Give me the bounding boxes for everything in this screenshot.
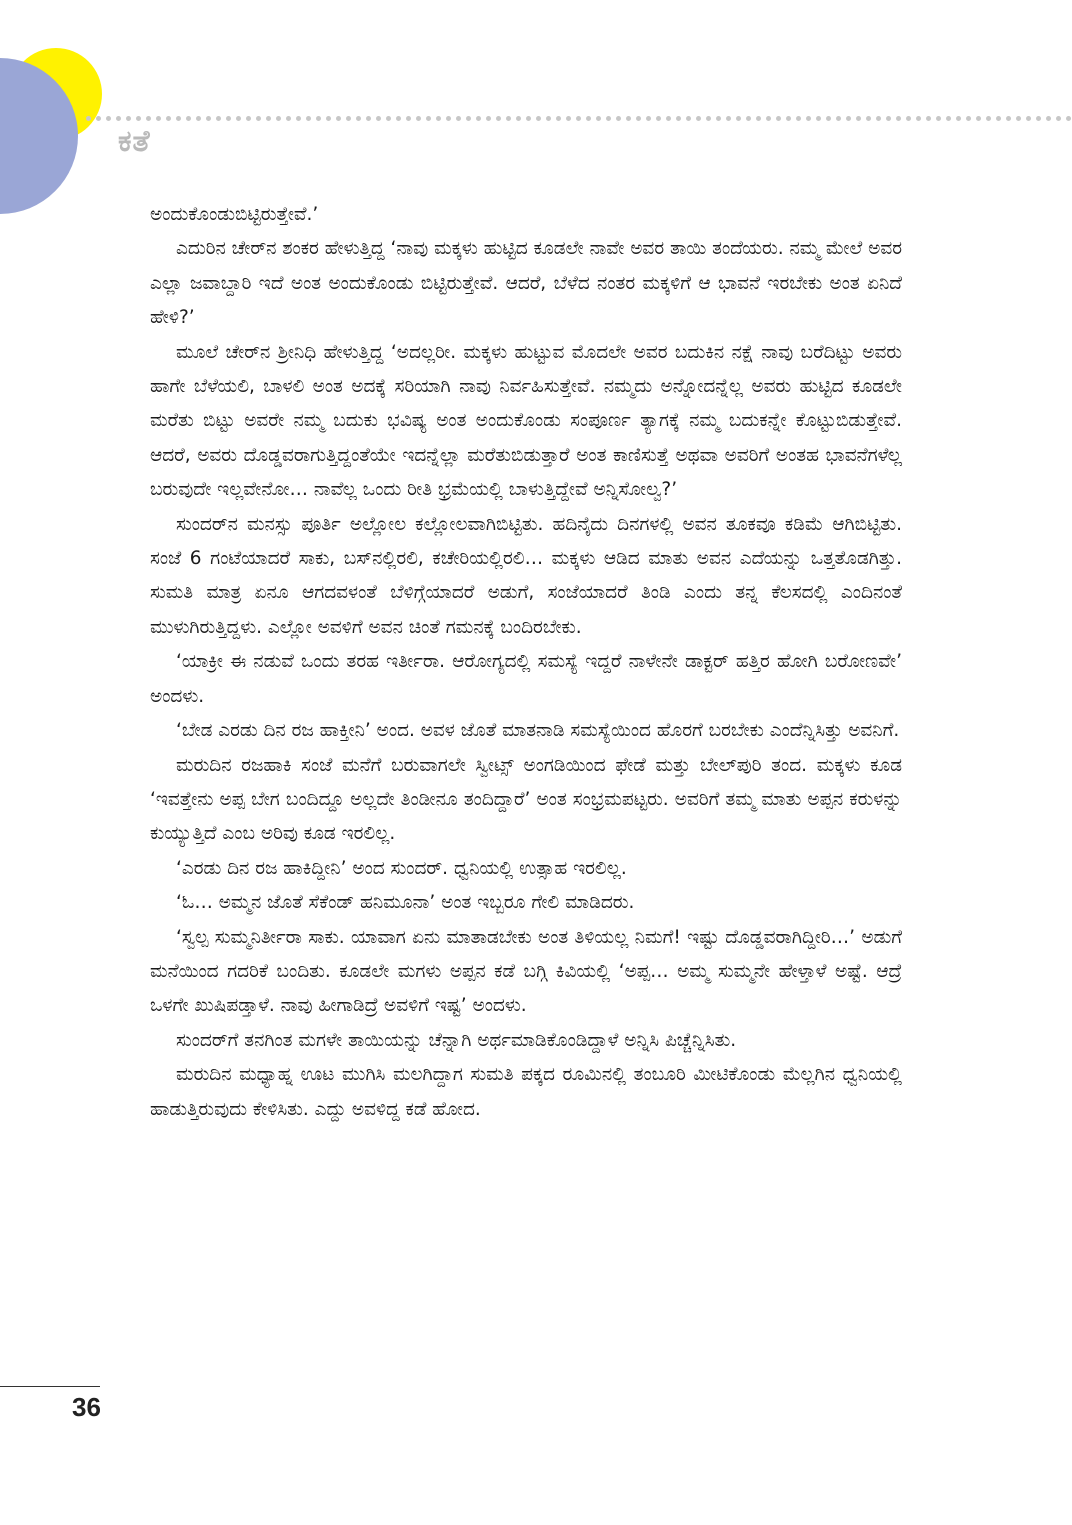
paragraph: ಮರುದಿನ ರಜಹಾಕಿ ಸಂಜೆ ಮನೆಗೆ ಬರುವಾಗಲೇ ಸ್ವೀಟ್ಸ್ ಅಂಗಡಿಯಿಂದ ಫೇಡೆ ಮತ್ತು ಬೇಲ್‌ಪುರಿ ತಂದ. ಮಕ್ಕಳು ಕೂಡ ‘ಇವತ್ತೇನು ಅಪ್ಪ ಬೇಗ ಬಂದಿದ್ದೂ ಅಲ್ಲದೇ ತಿಂಡೀನೂ ತಂದಿದ್ದಾರೆ’ ಅಂತ ಸಂಭ್ರಮಪಟ್ಟರು. ಅವರಿಗೆ ತಮ್ಮ ಮಾತು ಅಪ್ಪನ ಕರುಳನ್ನು ಕುಯ್ಯುತ್ತಿದೆ ಎಂಬ ಅರಿವು ಕೂಡ ಇರಲಿಲ್ಲ. — [150, 754, 902, 845]
paragraph: ‘ಎರಡು ದಿನ ರಜ ಹಾಕಿದ್ದೀನಿ’ ಅಂದ ಸುಂದರ್. ಧ್ವನಿಯಲ್ಲಿ ಉತ್ಸಾಹ ಇರಲಿಲ್ಲ. — [176, 857, 627, 879]
paragraph: ಮೂಲೆ ಚೇರ್‌ನ ಶ್ರೀನಿಧಿ ಹೇಳುತ್ತಿದ್ದ ‘ಅದಲ್ಲರೀ. ಮಕ್ಕಳು ಹುಟ್ಟುವ ಮೊದಲೇ ಅವರ ಬದುಕಿನ ನಕ್ಷೆ ನಾವು ಬರೆದಿಟ್ಟು ಅವರು ಹಾಗೇ ಬೆಳೆಯಲಿ, ಬಾಳಲಿ ಅಂತ ಅದಕ್ಕೆ ಸರಿಯಾಗಿ ನಾವು ನಿರ್ವಹಿಸುತ್ತೇವೆ. ನಮ್ಮದು ಅನ್ನೋದನ್ನೆಲ್ಲ ಅವರು ಹುಟ್ಟಿದ ಕೂಡಲೇ ಮರೆತು ಬಿಟ್ಟು ಅವರೇ ನಮ್ಮ ಬದುಕು ಭವಿಷ್ಯ ಅಂತ ಅಂದುಕೊಂಡು ಸಂಪೂರ್ಣ ತ್ಯಾಗಕ್ಕೆ ನಮ್ಮ ಬದುಕನ್ನೇ ಕೊಟ್ಟುಬಿಡುತ್ತೇವೆ. ಆದರೆ, ಅವರು ದೊಡ್ಡವರಾಗುತ್ತಿದ್ದಂತೆಯೇ ಇದನ್ನೆಲ್ಲಾ ಮರೆತುಬಿಡುತ್ತಾರೆ ಅಂತ ಕಾಣಿಸುತ್ತೆ ಅಥವಾ ಅವರಿಗೆ ಅಂತಹ ಭಾವನೆಗಳೆಲ್ಲ ಬರುವುದೇ ಇಲ್ಲವೇನೋ… ನಾವೆಲ್ಲ ಒಂದು ರೀತಿ ಭ್ರಮೆಯಲ್ಲಿ ಬಾಳುತ್ತಿದ್ದೇವೆ ಅನ್ನಿಸೋಲ್ವ?’ — [150, 341, 902, 501]
story-body — [150, 198, 902, 1127]
dotted-header-rule — [86, 116, 1072, 121]
page-number: 36 — [72, 1392, 101, 1422]
paragraph: ‘ಓ… ಅಮ್ಮನ ಜೊತೆ ಸೆಕೆಂಡ್ ಹನಿಮೂನಾ’ ಅಂತ ಇಬ್ಬರೂ ಗೇಲಿ ಮಾಡಿದರು. — [176, 892, 635, 914]
paragraph: ಅಂದುಕೊಂಡುಬಿಟ್ಟಿರುತ್ತೇವೆ.’ — [150, 204, 319, 225]
paragraph: ‘ಬೇಡ ಎರಡು ದಿನ ರಜ ಹಾಕ್ತೀನಿ’ ಅಂದ. ಅವಳ ಜೊತೆ ಮಾತನಾಡಿ ಸಮಸ್ಯೆಯಿಂದ ಹೊರಗೆ ಬರಬೇಕು ಎಂದೆನ್ನಿಸಿತ್ತು ಅವನಿಗೆ. — [176, 720, 900, 742]
paragraph: ‘ಯಾಕ್ರೀ ಈ ನಡುವೆ ಒಂದು ತರಹ ಇರ್ತೀರಾ. ಆರೋಗ್ಯದಲ್ಲಿ ಸಮಸ್ಯೆ ಇದ್ದರೆ ನಾಳೇನೇ ಡಾಕ್ಟರ್ ಹತ್ತಿರ ಹೋಗಿ ಬರೋಣವೇ’ ಅಂದಳು. — [150, 651, 902, 707]
paragraph: ಮರುದಿನ ಮಧ್ಯಾಹ್ನ ಊಟ ಮುಗಿಸಿ ಮಲಗಿದ್ದಾಗ ಸುಮತಿ ಪಕ್ಕದ ರೂಮಿನಲ್ಲಿ ತಂಬೂರಿ ಮೀಟಿಕೊಂಡು ಮೆಲ್ಲಗಿನ ಧ್ವನಿಯಲ್ಲಿ ಹಾಡುತ್ತಿರುವುದು ಕೇಳಿಸಿತು. ಎದ್ದು ಅವಳಿದ್ದ ಕಡೆ ಹೋದ. — [150, 1064, 902, 1120]
footer-rule — [0, 1386, 100, 1387]
paragraph: ಎದುರಿನ ಚೇರ್‌ನ ಶಂಕರ ಹೇಳುತ್ತಿದ್ದ ‘ನಾವು ಮಕ್ಕಳು ಹುಟ್ಟಿದ ಕೂಡಲೇ ನಾವೇ ಅವರ ತಾಯಿ ತಂದೆಯರು. ನಮ್ಮ ಮೇಲೆ ಅವರ ಎಲ್ಲಾ ಜವಾಬ್ದಾರಿ ಇದೆ ಅಂತ ಅಂದುಕೊಂಡು ಬಿಟ್ಟಿರುತ್ತೇವೆ. ಆದರೆ, ಬೆಳೆದ ನಂತರ ಮಕ್ಕಳಿಗೆ ಆ ಭಾವನೆ ಇರಬೇಕು ಅಂತ ಏನಿದೆ ಹೇಳಿ?’ — [150, 238, 902, 329]
paragraph: ಸುಂದರ್‌ಗೆ ತನಗಿಂತ ಮಗಳೇ ತಾಯಿಯನ್ನು ಚೆನ್ನಾಗಿ ಅರ್ಥಮಾಡಿಕೊಂಡಿದ್ದಾಳೆ ಅನ್ನಿಸಿ ಪಿಚ್ಚೆನ್ನಿಸಿತು. — [176, 1029, 737, 1051]
paragraph: ಸುಂದರ್‌ನ ಮನಸ್ಸು ಪೂರ್ತಿ ಅಲ್ಲೋಲ ಕಲ್ಲೋಲವಾಗಿಬಿಟ್ಟಿತು. ಹದಿನೈದು ದಿನಗಳಲ್ಲಿ ಅವನ ತೂಕವೂ ಕಡಿಮೆ ಆಗಿಬಿಟ್ಟಿತು. ಸಂಜೆ 6 ಗಂಟೆಯಾದರೆ ಸಾಕು, ಬಸ್‌ನಲ್ಲಿರಲಿ, ಕಚೇರಿಯಲ್ಲಿರಲಿ… ಮಕ್ಕಳು ಆಡಿದ ಮಾತು ಅವನ ಎದೆಯನ್ನು ಒತ್ತತೊಡಗಿತ್ತು. ಸುಮತಿ ಮಾತ್ರ ಏನೂ ಆಗದವಳಂತೆ ಬೆಳಿಗ್ಗೆಯಾದರೆ ಅಡುಗೆ, ಸಂಜೆಯಾದರೆ ತಿಂಡಿ ಎಂದು ತನ್ನ ಕೆಲಸದಲ್ಲಿ ಎಂದಿನಂತೆ ಮುಳುಗಿರುತ್ತಿದ್ದಳು. ಎಲ್ಲೋ ಅವಳಿಗೆ ಅವನ ಚಿಂತೆ ಗಮನಕ್ಕೆ ಬಂದಿರಬೇಕು. — [150, 513, 902, 638]
section-label: ಕತೆ — [118, 124, 151, 159]
paragraph: ‘ಸ್ವಲ್ಪ ಸುಮ್ಮನಿರ್ತೀರಾ ಸಾಕು. ಯಾವಾಗ ಏನು ಮಾತಾಡಬೇಕು ಅಂತ ತಿಳಿಯಲ್ಲ ನಿಮಗೆ! ಇಷ್ಟು ದೊಡ್ಡವರಾಗಿದ್ದೀರಿ…’ ಅಡುಗೆ ಮನೆಯಿಂದ ಗದರಿಕೆ ಬಂದಿತು. ಕೂಡಲೇ ಮಗಳು ಅಪ್ಪನ ಕಡೆ ಬಗ್ಗಿ ಕಿವಿಯಲ್ಲಿ ‘ಅಪ್ಪ… ಅಮ್ಮ ಸುಮ್ಮನೇ ಹೇಳ್ತಾಳೆ ಅಷ್ಟೆ. ಆದ್ರೆ ಒಳಗೇ ಖುಷಿಪಡ್ತಾಳೆ. ನಾವು ಹೀಗಾಡಿದ್ರೆ ಅವಳಿಗೆ ಇಷ್ಟ’ ಅಂದಳು. — [150, 926, 902, 1017]
